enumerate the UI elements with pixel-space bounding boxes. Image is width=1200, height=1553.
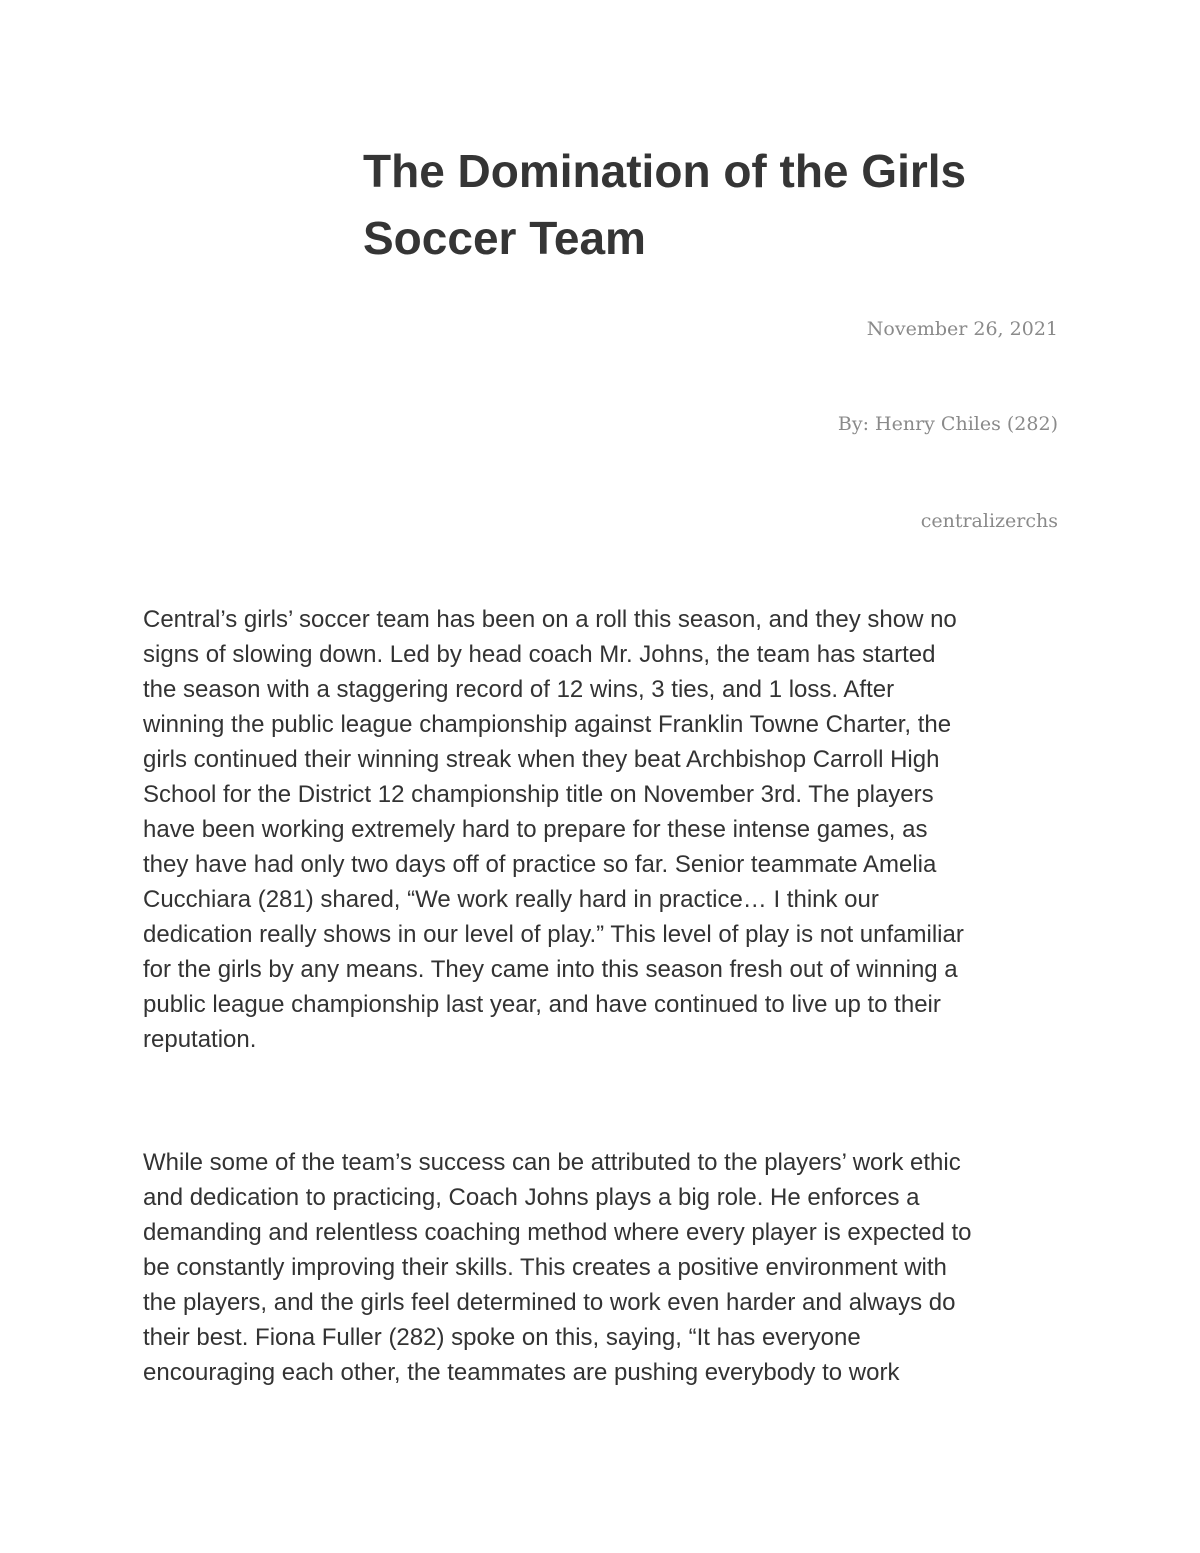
article-title (363, 138, 1083, 272)
paragraph-line: dedication really shows in our level of play.” This level of play is not unfamiliar (143, 921, 964, 948)
paragraph-line: they have had only two days off of practice so far. Senior teammate Amelia (143, 851, 937, 878)
paragraph-line: Cucchiara (281) shared, “We work really hard in practice… I think our (143, 886, 879, 913)
paragraph-line: demanding and relentless coaching method where every player is expected to (143, 1219, 972, 1246)
paragraph-line: signs of slowing down. Led by head coach Mr. Johns, the team has started (143, 641, 936, 668)
paragraph-line: reputation. (143, 1026, 257, 1053)
paragraph-line: public league championship last year, and have continued to live up to their (143, 991, 941, 1018)
article-paragraph-2 (143, 1145, 1063, 1390)
paragraph-line: have been working extremely hard to prepare for these intense games, as (143, 816, 928, 843)
paragraph-line: girls continued their winning streak when they beat Archbishop Carroll High (143, 746, 940, 773)
paragraph-line: their best. Fiona Fuller (282) spoke on this, saying, “It has everyone (143, 1324, 861, 1351)
paragraph-line: encouraging each other, the teammates are pushing everybody to work (143, 1359, 900, 1386)
title-line: The Domination of the Girls (363, 145, 967, 197)
paragraph-line: winning the public league championship against Franklin Towne Charter, the (143, 711, 952, 738)
title-line: Soccer Team (363, 212, 646, 264)
paragraph-line: be constantly improving their skills. This creates a positive environment with (143, 1254, 947, 1281)
paragraph-line: for the girls by any means. They came into this season fresh out of winning a (143, 956, 958, 983)
paragraph-line: and dedication to practicing, Coach Johns plays a big role. He enforces a (143, 1184, 920, 1211)
paragraph-line: the season with a staggering record of 12 wins, 3 ties, and 1 loss. After (143, 676, 895, 703)
article-byline: By: Henry Chiles (282) (837, 413, 1058, 435)
paragraph-line: Central’s girls’ soccer team has been on a roll this season, and they show no (143, 606, 957, 633)
article-paragraph-1 (143, 602, 1063, 1057)
paragraph-line: While some of the team’s success can be attributed to the players’ work ethic (143, 1149, 961, 1176)
article-source: centralizerchs (920, 510, 1058, 532)
paragraph-line: School for the District 12 championship title on November 3rd. The players (143, 781, 934, 808)
article-date: November 26, 2021 (866, 318, 1058, 340)
paragraph-line: the players, and the girls feel determined to work even harder and always do (143, 1289, 956, 1316)
